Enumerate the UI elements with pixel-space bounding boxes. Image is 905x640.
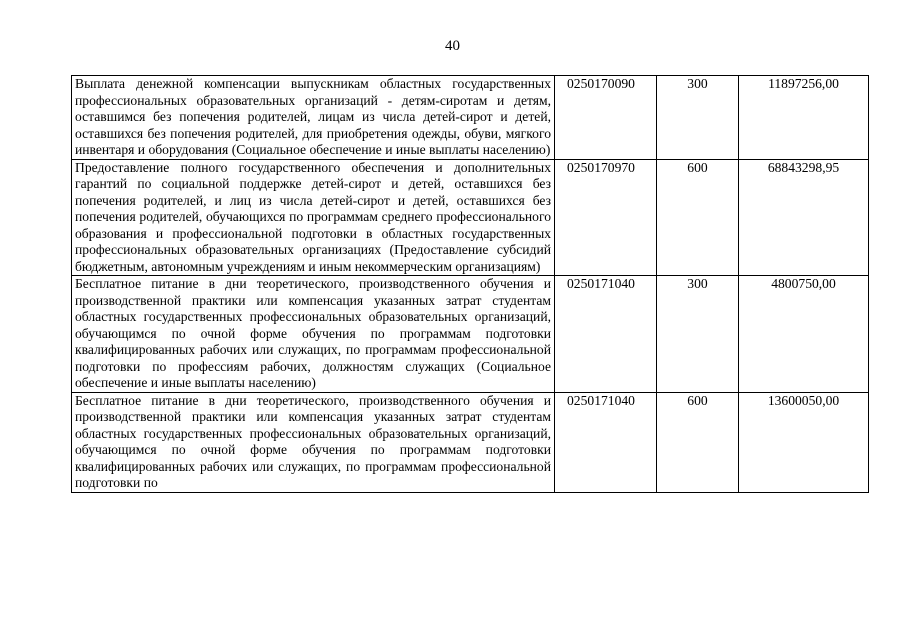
page-number: 40	[445, 38, 460, 54]
expense-type-code: 300	[657, 76, 739, 160]
expense-type-code: 600	[657, 159, 739, 276]
amount: 11897256,00	[739, 76, 869, 160]
table-row	[72, 159, 869, 276]
target-article-code: 0250170970	[555, 159, 657, 276]
target-article-code: 0250171040	[555, 276, 657, 393]
expense-description: Предоставление полного государственного обеспечения и дополнительных гарантий по социальной поддержке детей-сирот и детей, оставшихся без попечения родителей, и лиц из числа детей-сирот и детей, оставшихся без попечения родителей, обучающихся по программам среднего профессионального образования и профессиональной подготовки в областных государственных профессиональных образовательных организациях (Предоставление субсидий бюджетным, автономным учреждениям и иным некоммерческим организациям)	[72, 159, 555, 276]
expense-type-code: 300	[657, 276, 739, 393]
target-article-code: 0250171040	[555, 392, 657, 492]
table-row	[72, 392, 869, 492]
expense-description: Бесплатное питание в дни теоретического, производственного обучения и производственной практики или компенсация указанных затрат студентам областных государственных профессиональных образовательных организаций, обучающимся по очной форме обучения по программам подготовки квалифицированных рабочих или служащих, по программам профессиональной подготовки по	[72, 392, 555, 492]
table-row	[72, 76, 869, 160]
expense-description: Выплата денежной компенсации выпускникам областных государственных профессиональных образовательных организаций - детям-сиротам и детям, оставшимся без попечения родителей, лицам из числа детей-сирот и детей, оставшихся без попечения родителей, для приобретения одежды, обуви, мягкого инвентаря и оборудования (Социальное обеспечение и иные выплаты населению)	[72, 76, 555, 160]
target-article-code: 0250170090	[555, 76, 657, 160]
amount: 13600050,00	[739, 392, 869, 492]
amount: 68843298,95	[739, 159, 869, 276]
table-row	[72, 276, 869, 393]
amount: 4800750,00	[739, 276, 869, 393]
expense-description: Бесплатное питание в дни теоретического, производственного обучения и производственной практики или компенсация указанных затрат студентам областных государственных профессиональных образовательных организаций, обучающимся по очной форме обучения по программам подготовки квалифицированных рабочих или служащих, по программам профессиональной подготовки по профессиям рабочих, должностям служащих (Социальное обеспечение и иные выплаты населению)	[72, 276, 555, 393]
budget-table	[71, 75, 869, 493]
expense-type-code: 600	[657, 392, 739, 492]
